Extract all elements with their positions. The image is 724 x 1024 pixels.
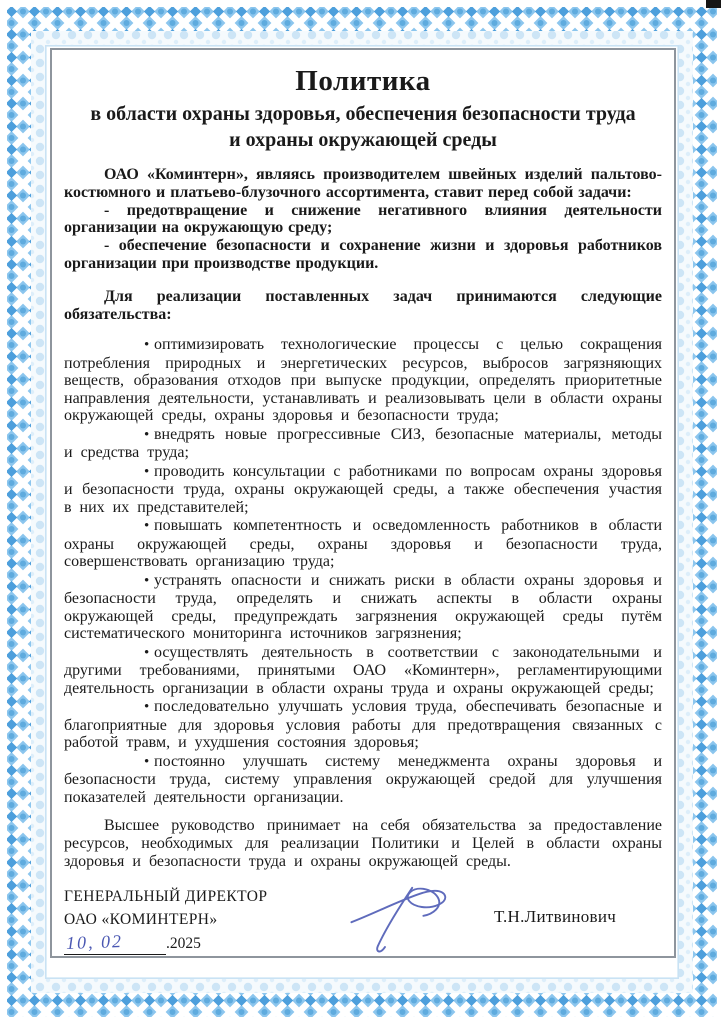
signatory-title-line: ГЕНЕРАЛЬНЫЙ ДИРЕКТОР xyxy=(64,887,268,905)
commitment-item xyxy=(64,644,662,698)
commitment-text: последовательно улучшать условия труда, обеспечивать безопасные и благоприятные для здоровья условия работы для предотвращения связанных с работой травм, и ухудшения состояния здоровья; xyxy=(64,698,662,752)
commitment-text: устранять опасности и снижать риски в области охраны здоровья и безопасности труда, определять и снижать аспекты в области охраны окружающей среды, предупреждать загрязнения окружающей среды путём систематического мониторинга источников загрязнения; xyxy=(64,571,662,643)
bullet-icon: • xyxy=(144,426,150,443)
signature-block xyxy=(64,885,662,957)
bullet-icon: • xyxy=(144,753,150,770)
page-subtitle xyxy=(64,101,662,153)
commitment-item xyxy=(64,753,662,807)
commitment-text: повышать компетентность и осведомленность работников в области охраны окружающей среды, охраны здоровья и безопасности труда, совершенствовать организацию труда; xyxy=(64,517,662,571)
bullet-icon: • xyxy=(144,699,150,716)
scan-corner-mark xyxy=(706,0,721,8)
document-body xyxy=(50,48,676,958)
page-title: Политика xyxy=(295,65,431,97)
commitment-item xyxy=(64,463,662,517)
bullet-icon: • xyxy=(144,463,150,480)
commitment-item xyxy=(64,336,662,425)
autograph-area xyxy=(316,885,494,957)
date-underline xyxy=(64,932,166,955)
date-row xyxy=(64,932,316,955)
signatory-company-line: ОАО «КОМИНТЕРН» xyxy=(64,910,218,928)
commitments-list xyxy=(64,336,662,806)
closing-paragraph: Высшее руководство принимает на себя обязательства за предоставление ресурсов, необходимых для реализации Политики и Целей в области охраны здоровья и безопасности труда и охраны окружающей среды. xyxy=(64,817,662,870)
commitment-text: осуществлять деятельность в соответствии с законодательными и другими требованиями, принятыми ОАО «Коминтерн», регламентирующими деятельность организации в области охраны труда и охраны окружающей среды; xyxy=(64,643,662,697)
signatory-position xyxy=(64,885,316,955)
bullet-icon: • xyxy=(144,518,150,535)
bullet-icon: • xyxy=(144,644,150,661)
commitment-item xyxy=(64,517,662,571)
handwritten-signature-icon xyxy=(345,877,465,957)
page-subtitle-line2: и охраны окружающей среды xyxy=(229,129,497,151)
intro-paragraph: ОАО «Коминтерн», являясь производителем швейных изделий пальтово-костюмного и платьево-блузочного ассортимента, ставит перед собой задачи: xyxy=(64,166,662,201)
handwritten-date: 10, 02 xyxy=(65,930,124,953)
commitment-item xyxy=(64,698,662,752)
commitment-text: оптимизировать технологические процессы с целью сокращения потребления природных и энергетических ресурсов, выбросов загрязняющих веществ, образования отходов при выпуске продукции, определять приоритетные направления деятельности, устанавливать и реализовывать цели в области охраны окружающей среды, охраны здоровья и безопасности труда; xyxy=(64,336,662,425)
date-year: .2025 xyxy=(166,934,201,952)
commitment-item xyxy=(64,572,662,643)
page-subtitle-line1: в области охраны здоровья, обеспечения безопасности труда xyxy=(90,103,636,125)
bullet-icon: • xyxy=(144,572,150,589)
commitment-item xyxy=(64,426,662,462)
intro-task-safety: - обеспечение безопасности и сохранение жизни и здоровья работников организации при производстве продукции. xyxy=(64,237,662,272)
commitments-heading: Для реализации поставленных задач принимаются следующие обязательства: xyxy=(64,287,662,323)
bullet-icon: • xyxy=(144,337,150,354)
commitment-text: внедрять новые прогрессивные СИЗ, безопасные материалы, методы и средства труда; xyxy=(64,425,662,462)
commitment-text: проводить консультации с работниками по вопросам охраны здоровья и безопасности труда, охраны окружающей среды, а также обеспечения участия в них их представителей; xyxy=(64,462,662,516)
commitment-text: постоянно улучшать систему менеджмента охраны здоровья и безопасности труда, систему управления окружающей средой для улучшения показателей деятельности организации. xyxy=(64,752,662,806)
signatory-name: Т.Н.Литвинович xyxy=(494,906,617,926)
intro-task-environment: - предотвращение и снижение негативного влияния деятельности организации на окружающую среду; xyxy=(64,201,662,237)
